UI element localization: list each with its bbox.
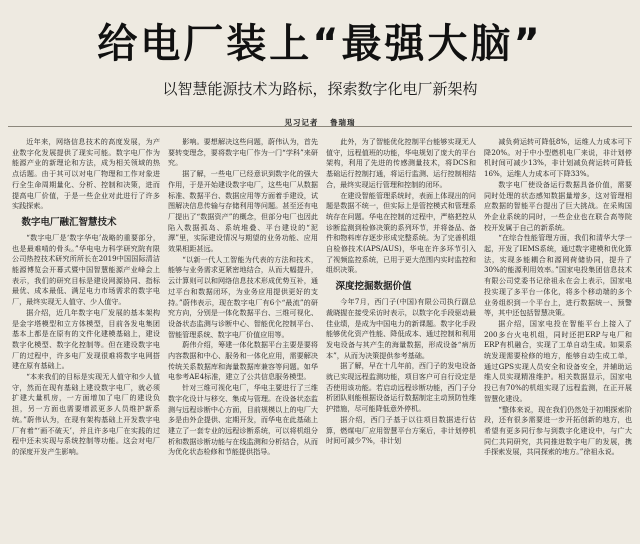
body-paragraph: 数字电厂使设备运行数据具备价值，需要同时处理的状态感知数据量增多，这对管理相应数据的智能平台提出了巨大挑战。在采购国外企业系统的同时，一些企业也在联合高等院校开发属于自己的新系统。 [484, 179, 632, 232]
body-paragraph: 据介绍，国家电投在智能平台上接入了200多台火电机组，同时还把ERP与电厂和ERP有机融合，实现了工单自动生成。如果系统发现需要检修的地方，能够自动生成工单，通过GPS实现人员安全和设备安全，并辅助运维人员实现精准维护。相关数据显示，国家电投已有70%的机组实现了远程监测，在正开展智慧化建设。 [484, 318, 632, 403]
article-column-3 [326, 137, 476, 537]
body-paragraph: 据介绍，近几年数字电厂发展的基本架构是金字塔模型和立方体模型，目前各发电集团基本上都是在原有的文件化建模基础上，建设数字化模型、数字化控制等。但在建设数字电厂的过程中，许多电厂发现很难将数字电网搭建在原有基础上。 [12, 307, 160, 371]
body-paragraph: 此外，为了智能优化控制平台能够实现无人值守，远程值班的功能，华电规划了庞大的平台架构，利用了先进的传感测量技术，将DCS和基础运行控制打通，将运行监测、运行控制相结合，最终实现运行管理和控制的闭环。 [326, 137, 476, 189]
body-paragraph: 据了解，早在十几年前，西门子的发电设备就已实现远程监测功能，项目客户可自行设定是否使用该功能。若启动远程诊断功能，西门子分析团队则能根据设备运行数据制定主动预防性维护措施，尽可能降低意外停机。 [326, 361, 476, 414]
byline-role: 见习记者 [284, 118, 319, 127]
body-paragraph: “数字电厂是‘数字华电’战略的重要部分，也是最难啃的骨头。”华电电力科学研究院有限公司热控技术研究所所长在2019中国国际清洁能源博览会开幕式暨中国智慧能源产业峰会上表示，我们的研究目标是建设网源协同、指标最优、成本最低、满足电力市场需求的数字电厂，最终实现无人值守、少人值守。 [12, 232, 160, 307]
body-paragraph: 蔚伟介绍，筹建一体化数据平台主要是要将内容数据和中心、服务和一体化应用，需要解决传统关系数据库和海量数据库兼容等问题。如华电参考AE4标准，建立了公共信息服务模型。 [168, 340, 318, 382]
body-paragraph: 据介绍，西门子基于以往项目数据进行估算，燃煤电厂应用智慧平台方案后，非计划停机时间可减少7%，非计划 [326, 414, 476, 446]
body-paragraph: 据了解，一些电厂已经意识到数字化的强大作用，于是开始建设数字电厂，这些电厂从数据标准、数据平台、数据应用等方面着手建设，试图解决信息传输与存储利用等问题。甚至还有电厂提出了“数据资产”的概念，但部分电厂也因此陷入数据孤岛、系统堆叠、平台建设的“泥潭”里，实际建设情况与期望的业务功能、应用效果相距甚远。 [168, 169, 318, 254]
body-paragraph: 减负荷运转可降低8%，运维人力成本可下降20%。对于中小型燃机电厂来说，非计划停机时间可减少13%，非计划减负荷运转可降低16%，运维人力成本可下降33%。 [484, 137, 632, 179]
byline-name: 鲁瑞瑞 [330, 118, 356, 127]
header-divider [8, 126, 632, 127]
body-paragraph: “在综合性能管理方面，我们和清华大学一起，开发了IEMS系统，通过数字建模和优化算法，实现多能耦合和源网荷储协同，提升了30%的能源利用效率。”国家电投集团信息技术有限公司党委书记徐祖永在会上表示，国家电投实现了多平台一体化，将多个移动端的多个业务组织到一个平台上，进行数据统一、预警等，其中还包括智慧决策。 [484, 233, 632, 318]
article-column-1 [12, 137, 160, 537]
section-heading: 数字电厂融汇智慧技术 [21, 216, 117, 228]
body-paragraph: “以新一代人工智能为代表的方法和技术，能够与业务需求更紧密地结合，从而大幅提升，云计算则可以和网络信息技术形成优势互补，通过平台和数据闭环，为业务应用提供更好的支持。”蔚伟表示，现在数字电厂有6个“最流”的研究方向，分别是一体化数据平台、三维可视化、设备状态监测与诊断中心、智能优化控制平台、智能管理系统、数字电厂价值应用等。 [168, 254, 318, 339]
body-paragraph: 针对三维可视化电厂，华电主要进行了三维数字化设计与移交、集成与管理。在设备状态监测与远程诊断中心方面，目前规模以上的电厂大多是由外企提供、定期开发，而华电在此基础上建立了一套专业的远程诊断系统，可以将机组分析和数据诊断功能与在线监测和分析结合，从而为优化状态检修和节能提供指导。 [168, 383, 318, 457]
article-column-2 [168, 137, 318, 537]
body-paragraph: “本来我们的目标是实现无人值守和少人值守，然而在现有基础上建设数字电厂，就必须扩建大量机房，一方面增加了电厂的建设负担，另一方面也需要增派更多人员维护新系统。”蔚伟认为，在现有架构基础上开发数字电厂有着“‘画不破天’，并且许多电厂在实践的过程中还未实现与系统控制等功能。这会对电厂的深度开发产生影响。 [12, 372, 160, 456]
article-column-4 [484, 137, 632, 537]
body-paragraph: 在建设智能管理系统时，表面上体现出的问题是数据不统一，但实际上是管控模式和管理系统存在问题。华电在控制的过程中，严格把控从诊断监测到检修决策的系列环节，并将备品、备件和物料库存逐步形成完整系统。为了完善机组自检修技术(APS/AUS)，华电在许多环节引入了视频监控系统，已用于更大范围内实时监控和组织决策。 [326, 190, 476, 275]
body-paragraph: 近年来，网络信息技术的高度发展，为产业数字化发展提供了现实可能。数字电厂作为能源产业的新理论和方法，成为相关领域的热点话题。由于其可以对电厂物理和工作对象进行全生命周期量化、分析、控制和决策，进而提高电厂价值，于是一些企业对此进行了许多实践探索。 [12, 137, 160, 211]
subheadline: 以智慧能源技术为路标，探索数字化电厂新架构 [162, 80, 478, 98]
headline: 给电厂装上“最强大脑” [97, 21, 543, 67]
section-heading: 深度挖掘数据价值 [335, 281, 412, 293]
body-paragraph: 今年7月，西门子(中国)有限公司执行副总裁晓握在接受采访时表示，以数字化手段驱动最佳业绩，是成为中国电力的新课题。数字化手段能够优化资产性能、降低成本、通过控制和利用发电设备与其产生的海量数据，形成设备“病历本”，从而为决策提供参考基础。 [326, 297, 476, 360]
body-paragraph: “整体来说，现在我们仍然处于初期探索阶段，还有很多需要进一步开拓创新的地方，也希望有更多同行参与到数字化建设中，与广大同仁共同研究，共同推进数字电厂的发展，携手探索发展，共同探索的地方。”徐祖永说。 [484, 404, 632, 457]
body-paragraph: 影响。要想解决这些问题，蔚伟认为，首先要转变理念，要将数字电厂作为一门“学科”来研究。 [168, 137, 318, 168]
